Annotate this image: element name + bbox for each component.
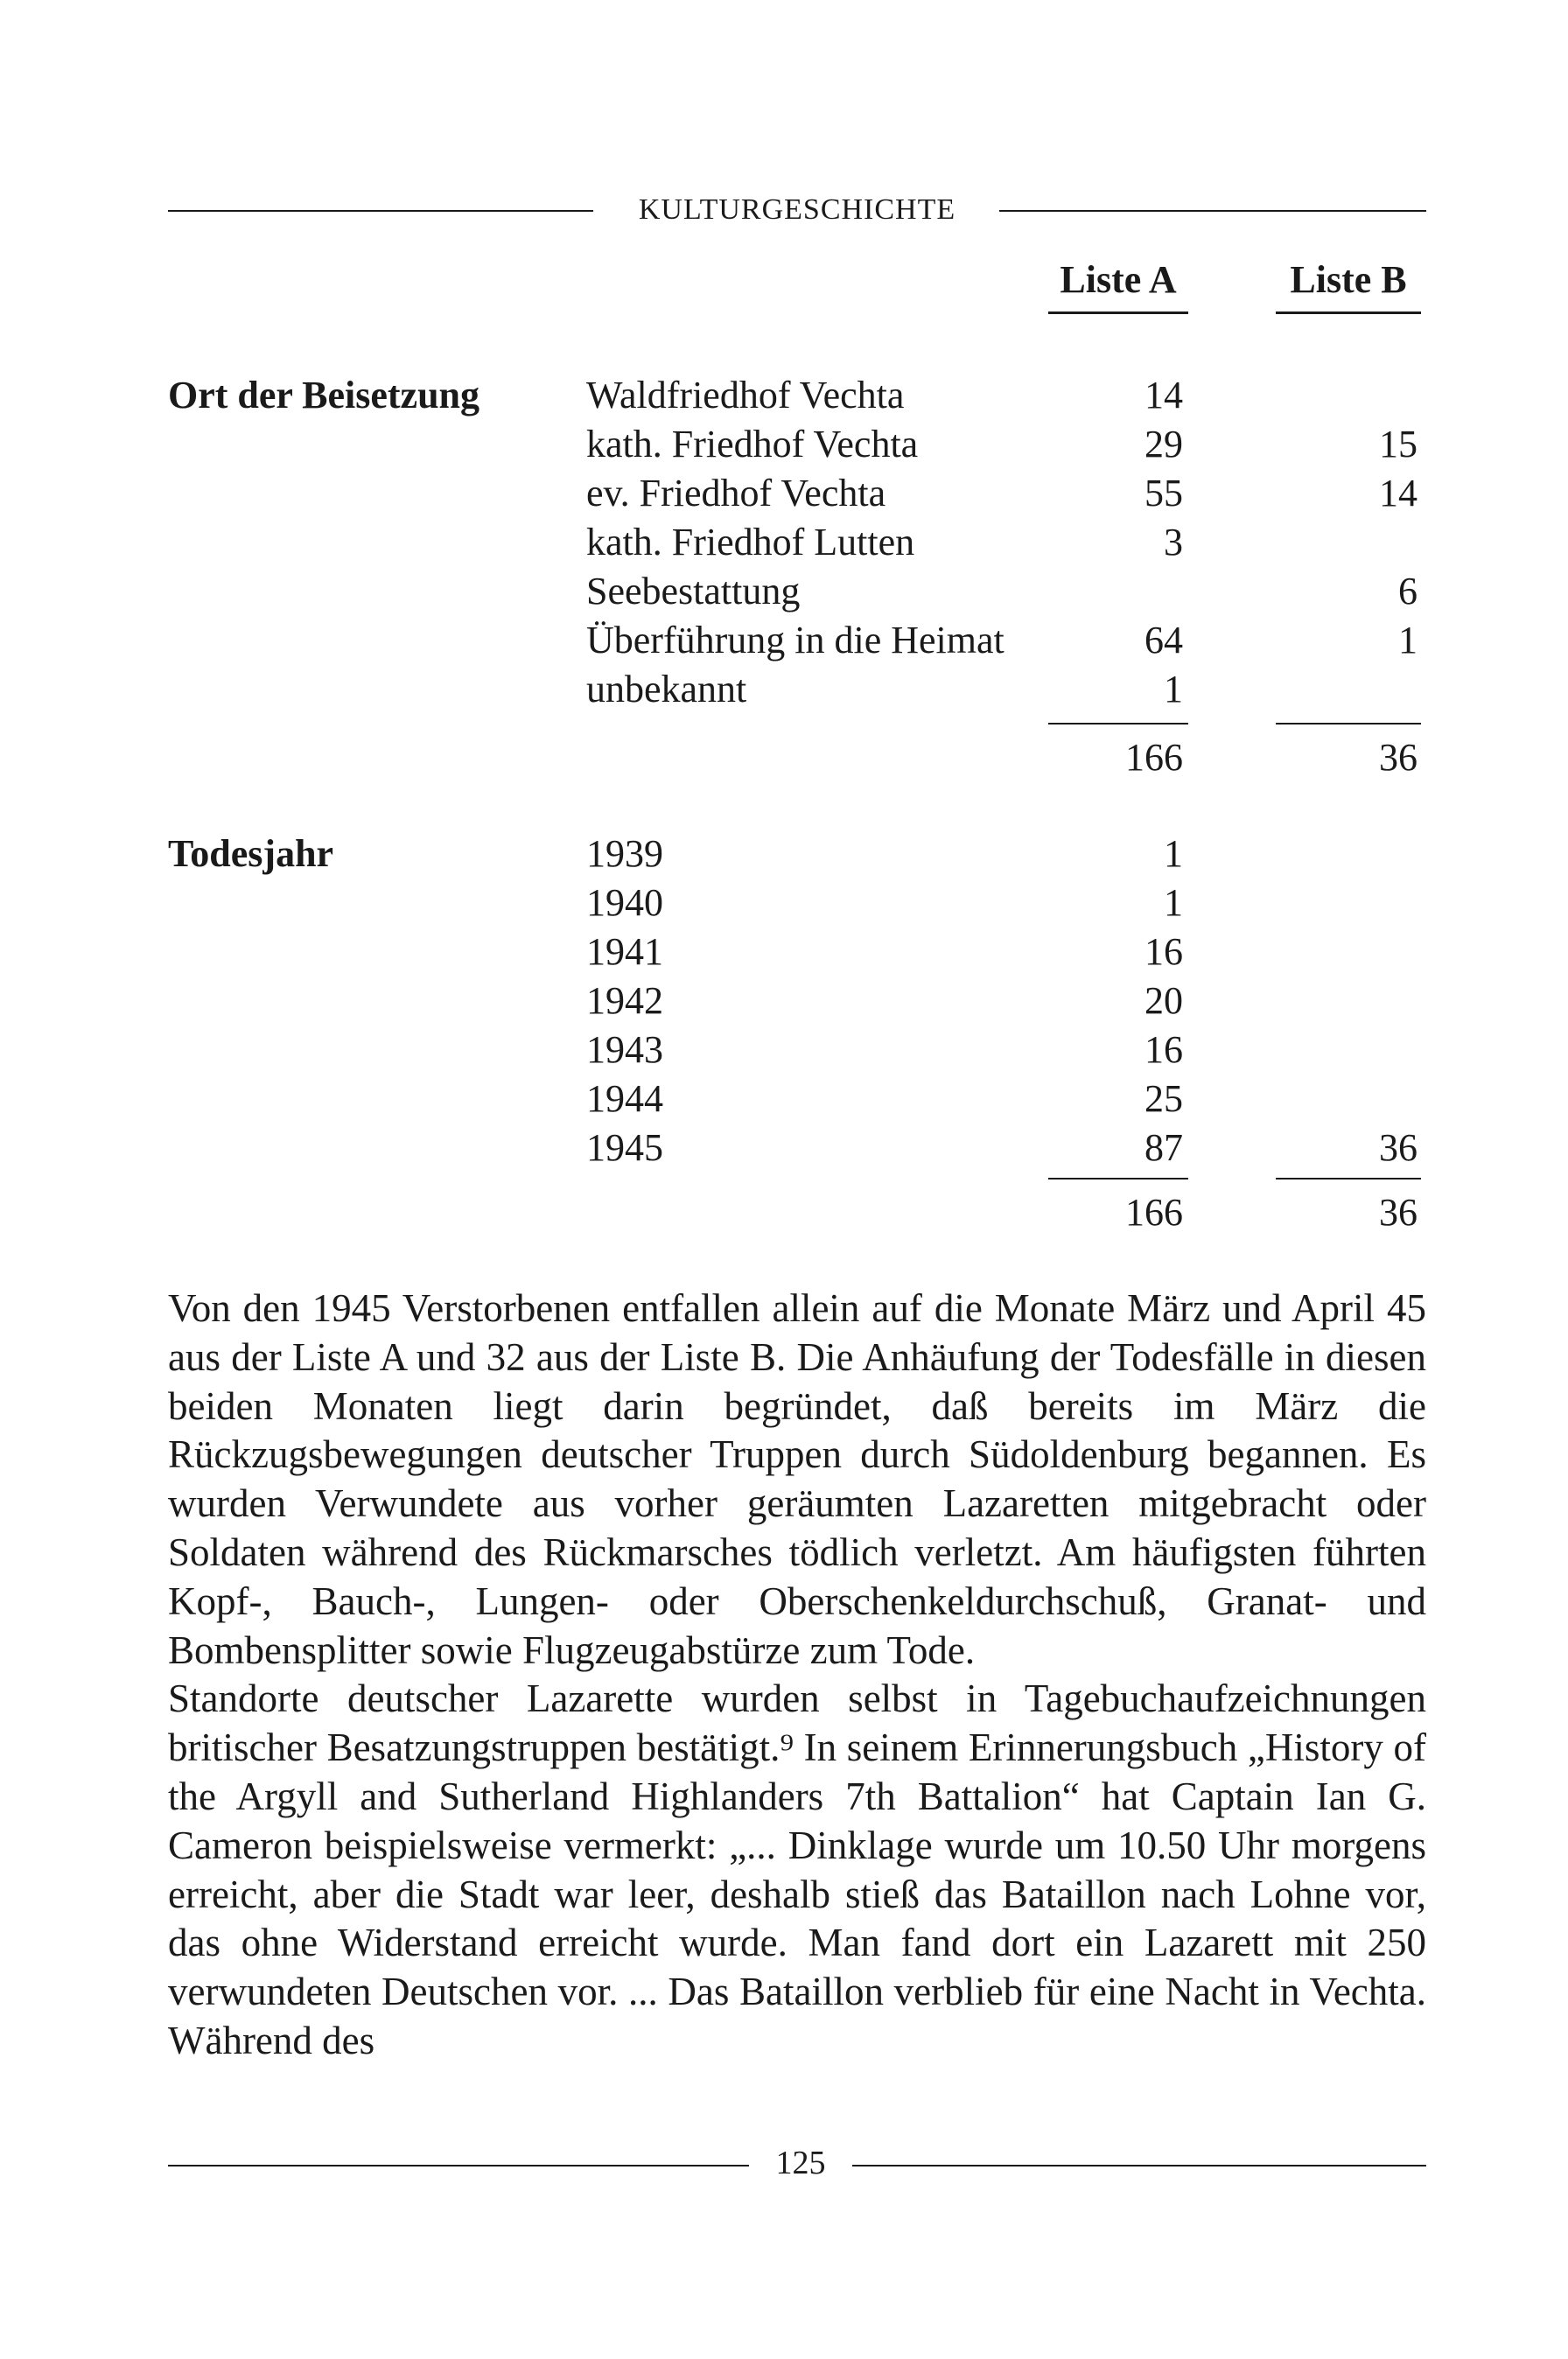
value-liste-b: 6 <box>1398 570 1418 612</box>
table-row <box>0 878 1568 928</box>
column-head-underline-a <box>1048 312 1188 314</box>
column-head-liste-b: Liste B <box>1290 258 1407 301</box>
table-row <box>0 469 1568 518</box>
table-row <box>0 928 1568 976</box>
total-row <box>0 1188 1568 1237</box>
header-rule-left <box>168 210 593 212</box>
value-liste-b: 1 <box>1398 619 1418 662</box>
value-liste-a: 64 <box>1144 619 1183 662</box>
running-header <box>168 194 1426 229</box>
row-label: Seebestattung <box>586 570 801 612</box>
column-head-underline-b <box>1276 312 1421 314</box>
sum-rule-b <box>1276 1178 1421 1180</box>
row-label: 1942 <box>586 979 663 1022</box>
value-liste-a: 1 <box>1164 881 1183 924</box>
value-liste-a: 1 <box>1164 668 1183 710</box>
value-liste-a: 20 <box>1144 979 1183 1022</box>
row-label: 1940 <box>586 881 663 924</box>
row-label: 1943 <box>586 1028 663 1071</box>
row-label: Waldfriedhof Vechta <box>586 374 905 416</box>
value-liste-a: 1 <box>1164 832 1183 875</box>
footer-rule-right <box>852 2165 1426 2166</box>
value-liste-a: 29 <box>1144 423 1183 466</box>
row-label: 1944 <box>586 1077 663 1120</box>
paragraph: Von den 1945 Verstorbenen entfallen allein auf die Monate März und April 45 aus der Liste A und 32 aus der Liste B. Die Anhäufung der Todesfälle in diesen beiden Monaten liegt darin begründet, daß bereits im März die Rückzugsbewegungen deutscher Truppen durch Südoldenburg begannen. Es wurden Verwundete aus vorher geräumten Lazaretten mitgebracht oder Soldaten während des Rückmarsches tödlich verletzt. Am häufigsten führten Kopf-, Bauch-, Lungen- oder Oberschenkeldurchschuß, Granat- und Bombensplitter sowie Flugzeugabstürze zum Tode. <box>168 1286 1426 1672</box>
value-liste-a: 16 <box>1144 930 1183 973</box>
footer-rule-left <box>168 2165 749 2166</box>
value-liste-b: 36 <box>1379 1126 1418 1169</box>
value-liste-a: 14 <box>1144 374 1183 416</box>
row-label: ev. Friedhof Vechta <box>586 472 886 514</box>
value-liste-b: 15 <box>1379 423 1418 466</box>
total-liste-a: 166 <box>1125 1191 1183 1234</box>
table-row <box>0 1026 1568 1074</box>
row-label: Überführung in die Heimat <box>586 619 1004 662</box>
paragraph: Standorte deutscher Lazarette wurden selbst in Tagebuchaufzeichnungen britischer Besatzungstruppen bestätigt.⁹ In seinem Erinnerungsbuch „History of the Argyll and Sutherland Highlanders 7th Battalion“ hat Captain Ian G. Cameron beispielsweise vermerkt: „... Dinklage wurde um 10.50 Uhr morgens erreicht, aber die Stadt war leer, deshalb stieß das Bataillon nach Lohne vor, das ohne Widerstand erreicht wurde. Man fand dort ein Lazarett mit 250 verwundeten Deutschen vor. ... Das Bataillon verblieb für eine Nacht in Vechta. Während des <box>168 1676 1426 2062</box>
row-label: unbekannt <box>586 668 747 710</box>
value-liste-b: 14 <box>1379 472 1418 514</box>
table-row <box>0 976 1568 1026</box>
total-liste-b: 36 <box>1379 736 1418 779</box>
section-label-burial: Ort der Beisetzung <box>168 374 480 416</box>
row-label: kath. Friedhof Vechta <box>586 423 919 466</box>
value-liste-a: 3 <box>1164 521 1183 564</box>
total-row <box>0 733 1568 782</box>
row-label: 1939 <box>586 832 663 875</box>
table-row <box>0 420 1568 469</box>
sum-rule-a <box>1048 1178 1188 1180</box>
table-row <box>0 1124 1568 1172</box>
value-liste-a: 25 <box>1144 1077 1183 1120</box>
table-row <box>0 830 1568 878</box>
column-head-liste-a: Liste A <box>1060 258 1177 301</box>
value-liste-a: 16 <box>1144 1028 1183 1071</box>
total-liste-b: 36 <box>1379 1191 1418 1234</box>
row-label: 1941 <box>586 930 663 973</box>
sum-rule-b <box>1276 723 1421 724</box>
table-row <box>0 616 1568 665</box>
body-text <box>168 1284 1426 2066</box>
value-liste-a: 87 <box>1144 1126 1183 1169</box>
table-row <box>0 665 1568 714</box>
running-footer <box>168 2144 1426 2182</box>
page-number: 125 <box>775 2145 826 2181</box>
row-label: 1945 <box>586 1126 663 1169</box>
header-rule-right <box>999 210 1426 212</box>
sum-rule-a <box>1048 723 1188 724</box>
row-label: kath. Friedhof Lutten <box>586 521 915 564</box>
table-row <box>0 567 1568 616</box>
header-title: KULTURGESCHICHTE <box>638 193 956 226</box>
section-label-death-year: Todesjahr <box>168 832 334 875</box>
total-liste-a: 166 <box>1125 736 1183 779</box>
table-row <box>0 518 1568 567</box>
table-row <box>0 371 1568 420</box>
value-liste-a: 55 <box>1144 472 1183 514</box>
table-row <box>0 1074 1568 1124</box>
